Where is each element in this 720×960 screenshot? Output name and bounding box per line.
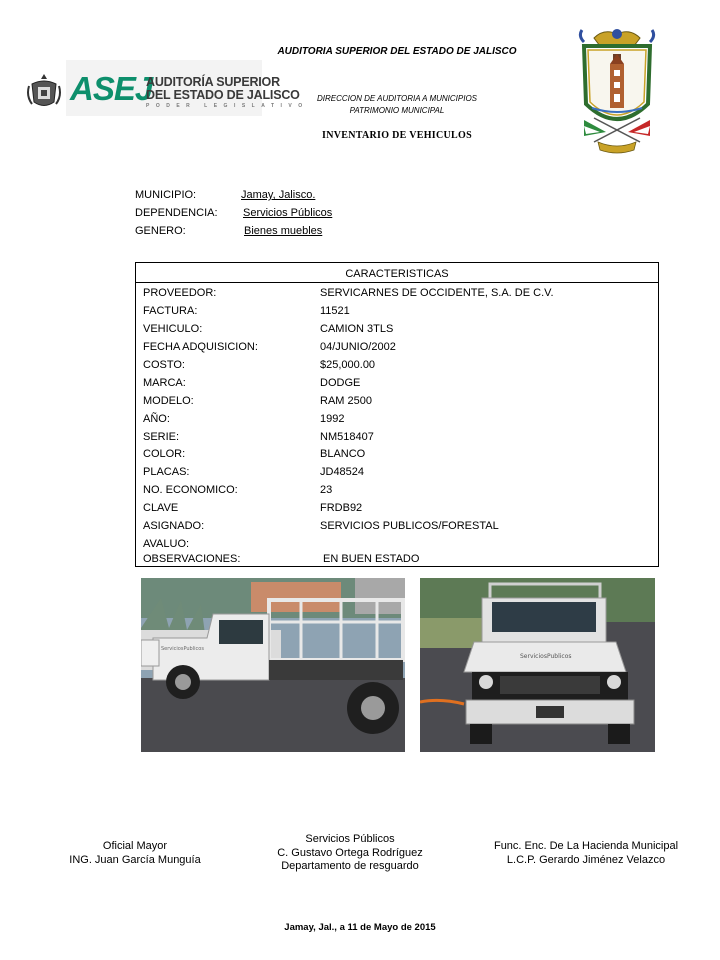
- row-label-proveedor: PROVEEDOR:: [143, 287, 217, 299]
- truck-front-photo: [420, 578, 655, 752]
- row-label-avaluo: AVALUO:: [143, 538, 190, 550]
- dependencia-value: Servicios Públicos: [243, 207, 333, 219]
- row-value-costo: $25,000.00: [320, 359, 376, 371]
- row-value-asignado: SERVICIOS PUBLICOS/FORESTAL: [320, 520, 499, 532]
- dependencia-label: DEPENDENCIA:: [135, 207, 218, 219]
- direccion-block: [270, 93, 524, 117]
- row-value-marca: DODGE: [320, 377, 361, 389]
- genero-value: Bienes muebles: [244, 225, 323, 237]
- row-value-modelo: RAM 2500: [320, 395, 372, 407]
- row-value-serie: NM518407: [320, 431, 374, 443]
- signature-center-title: Servicios Públicos: [305, 833, 395, 845]
- municipio-label: MUNICIPIO:: [135, 189, 197, 201]
- signature-center-dept: Departamento de resguardo: [281, 860, 419, 872]
- row-value-fecha-adquisicion: 04/JUNIO/2002: [320, 341, 396, 353]
- row-label-factura: FACTURA:: [143, 305, 198, 317]
- row-label-modelo: MODELO:: [143, 395, 194, 407]
- row-value-factura: 11521: [320, 305, 350, 317]
- row-value-placas: JD48524: [320, 466, 365, 478]
- signature-right-name: L.C.P. Gerardo Jiménez Velazco: [506, 853, 666, 866]
- inventory-title: INVENTARIO DE VEHICULOS: [322, 130, 472, 141]
- characteristics-heading: CARACTERISTICAS: [136, 263, 658, 283]
- row-label-observaciones: OBSERVACIONES:: [143, 553, 241, 565]
- row-label-asignado: ASIGNADO:: [143, 520, 205, 532]
- row-label-anio: AÑO:: [143, 413, 170, 425]
- signature-left-title: Oficial Mayor: [102, 840, 168, 852]
- signature-center-name: C. Gustavo Ortega Rodríguez: [277, 846, 423, 859]
- signature-left-name: ING. Juan García Munguía: [69, 853, 201, 866]
- signature-hacienda: [466, 840, 706, 867]
- signature-servicios-publicos: [240, 833, 460, 874]
- row-value-no-economico: 23: [320, 484, 333, 496]
- row-value-vehiculo: CAMION 3TLS: [320, 323, 394, 335]
- place-and-date: Jamay, Jal., a 11 de Mayo de 2015: [284, 922, 436, 933]
- row-value-anio: 1992: [320, 413, 345, 425]
- row-value-clave: FRDB92: [320, 502, 363, 514]
- truck-door-label: ServiciosPublicos: [161, 646, 204, 652]
- row-label-placas: PLACAS:: [143, 466, 190, 478]
- row-label-marca: MARCA:: [143, 377, 186, 389]
- row-label-serie: SERIE:: [143, 431, 180, 443]
- direccion-line: DIRECCION DE AUDITORIA A MUNICIPIOS: [316, 94, 477, 103]
- row-value-color: BLANCO: [320, 448, 366, 460]
- row-label-costo: COSTO:: [143, 359, 185, 371]
- truck-side-photo: [141, 578, 405, 752]
- genero-label: GENERO:: [135, 225, 186, 237]
- municipal-coat-of-arms-icon: [574, 24, 660, 158]
- asej-subtitle: PODER LEGISLATIVO: [146, 103, 309, 109]
- municipio-value: Jamay, Jalisco.: [241, 189, 316, 201]
- row-label-color: COLOR:: [143, 448, 186, 460]
- characteristics-table: [135, 262, 659, 567]
- asej-name-line1: AUDITORÍA SUPERIOR: [146, 75, 280, 89]
- asej-name-line2: DEL ESTADO DE JALISCO: [146, 88, 300, 102]
- row-value-observaciones: EN BUEN ESTADO: [320, 553, 420, 565]
- row-label-vehiculo: VEHICULO:: [143, 323, 203, 335]
- signature-right-title: Func. Enc. De La Hacienda Municipal: [493, 840, 679, 852]
- institution-title: AUDITORIA SUPERIOR DEL ESTADO DE JALISCO: [277, 46, 517, 57]
- truck-hood-label: ServiciosPublicos: [520, 653, 572, 660]
- asej-wordmark: ASEJ: [70, 70, 153, 107]
- signature-oficial-mayor: [40, 840, 230, 867]
- row-label-fecha-adquisicion: FECHA ADQUISICION:: [143, 341, 258, 353]
- row-label-clave: CLAVE: [143, 502, 179, 514]
- state-seal-icon: [26, 72, 62, 110]
- row-value-proveedor: SERVICARNES DE OCCIDENTE, S.A. DE C.V.: [320, 287, 554, 299]
- row-label-no-economico: NO. ECONOMICO:: [143, 484, 238, 496]
- patrimonio-line: PATRIMONIO MUNICIPAL: [349, 106, 445, 115]
